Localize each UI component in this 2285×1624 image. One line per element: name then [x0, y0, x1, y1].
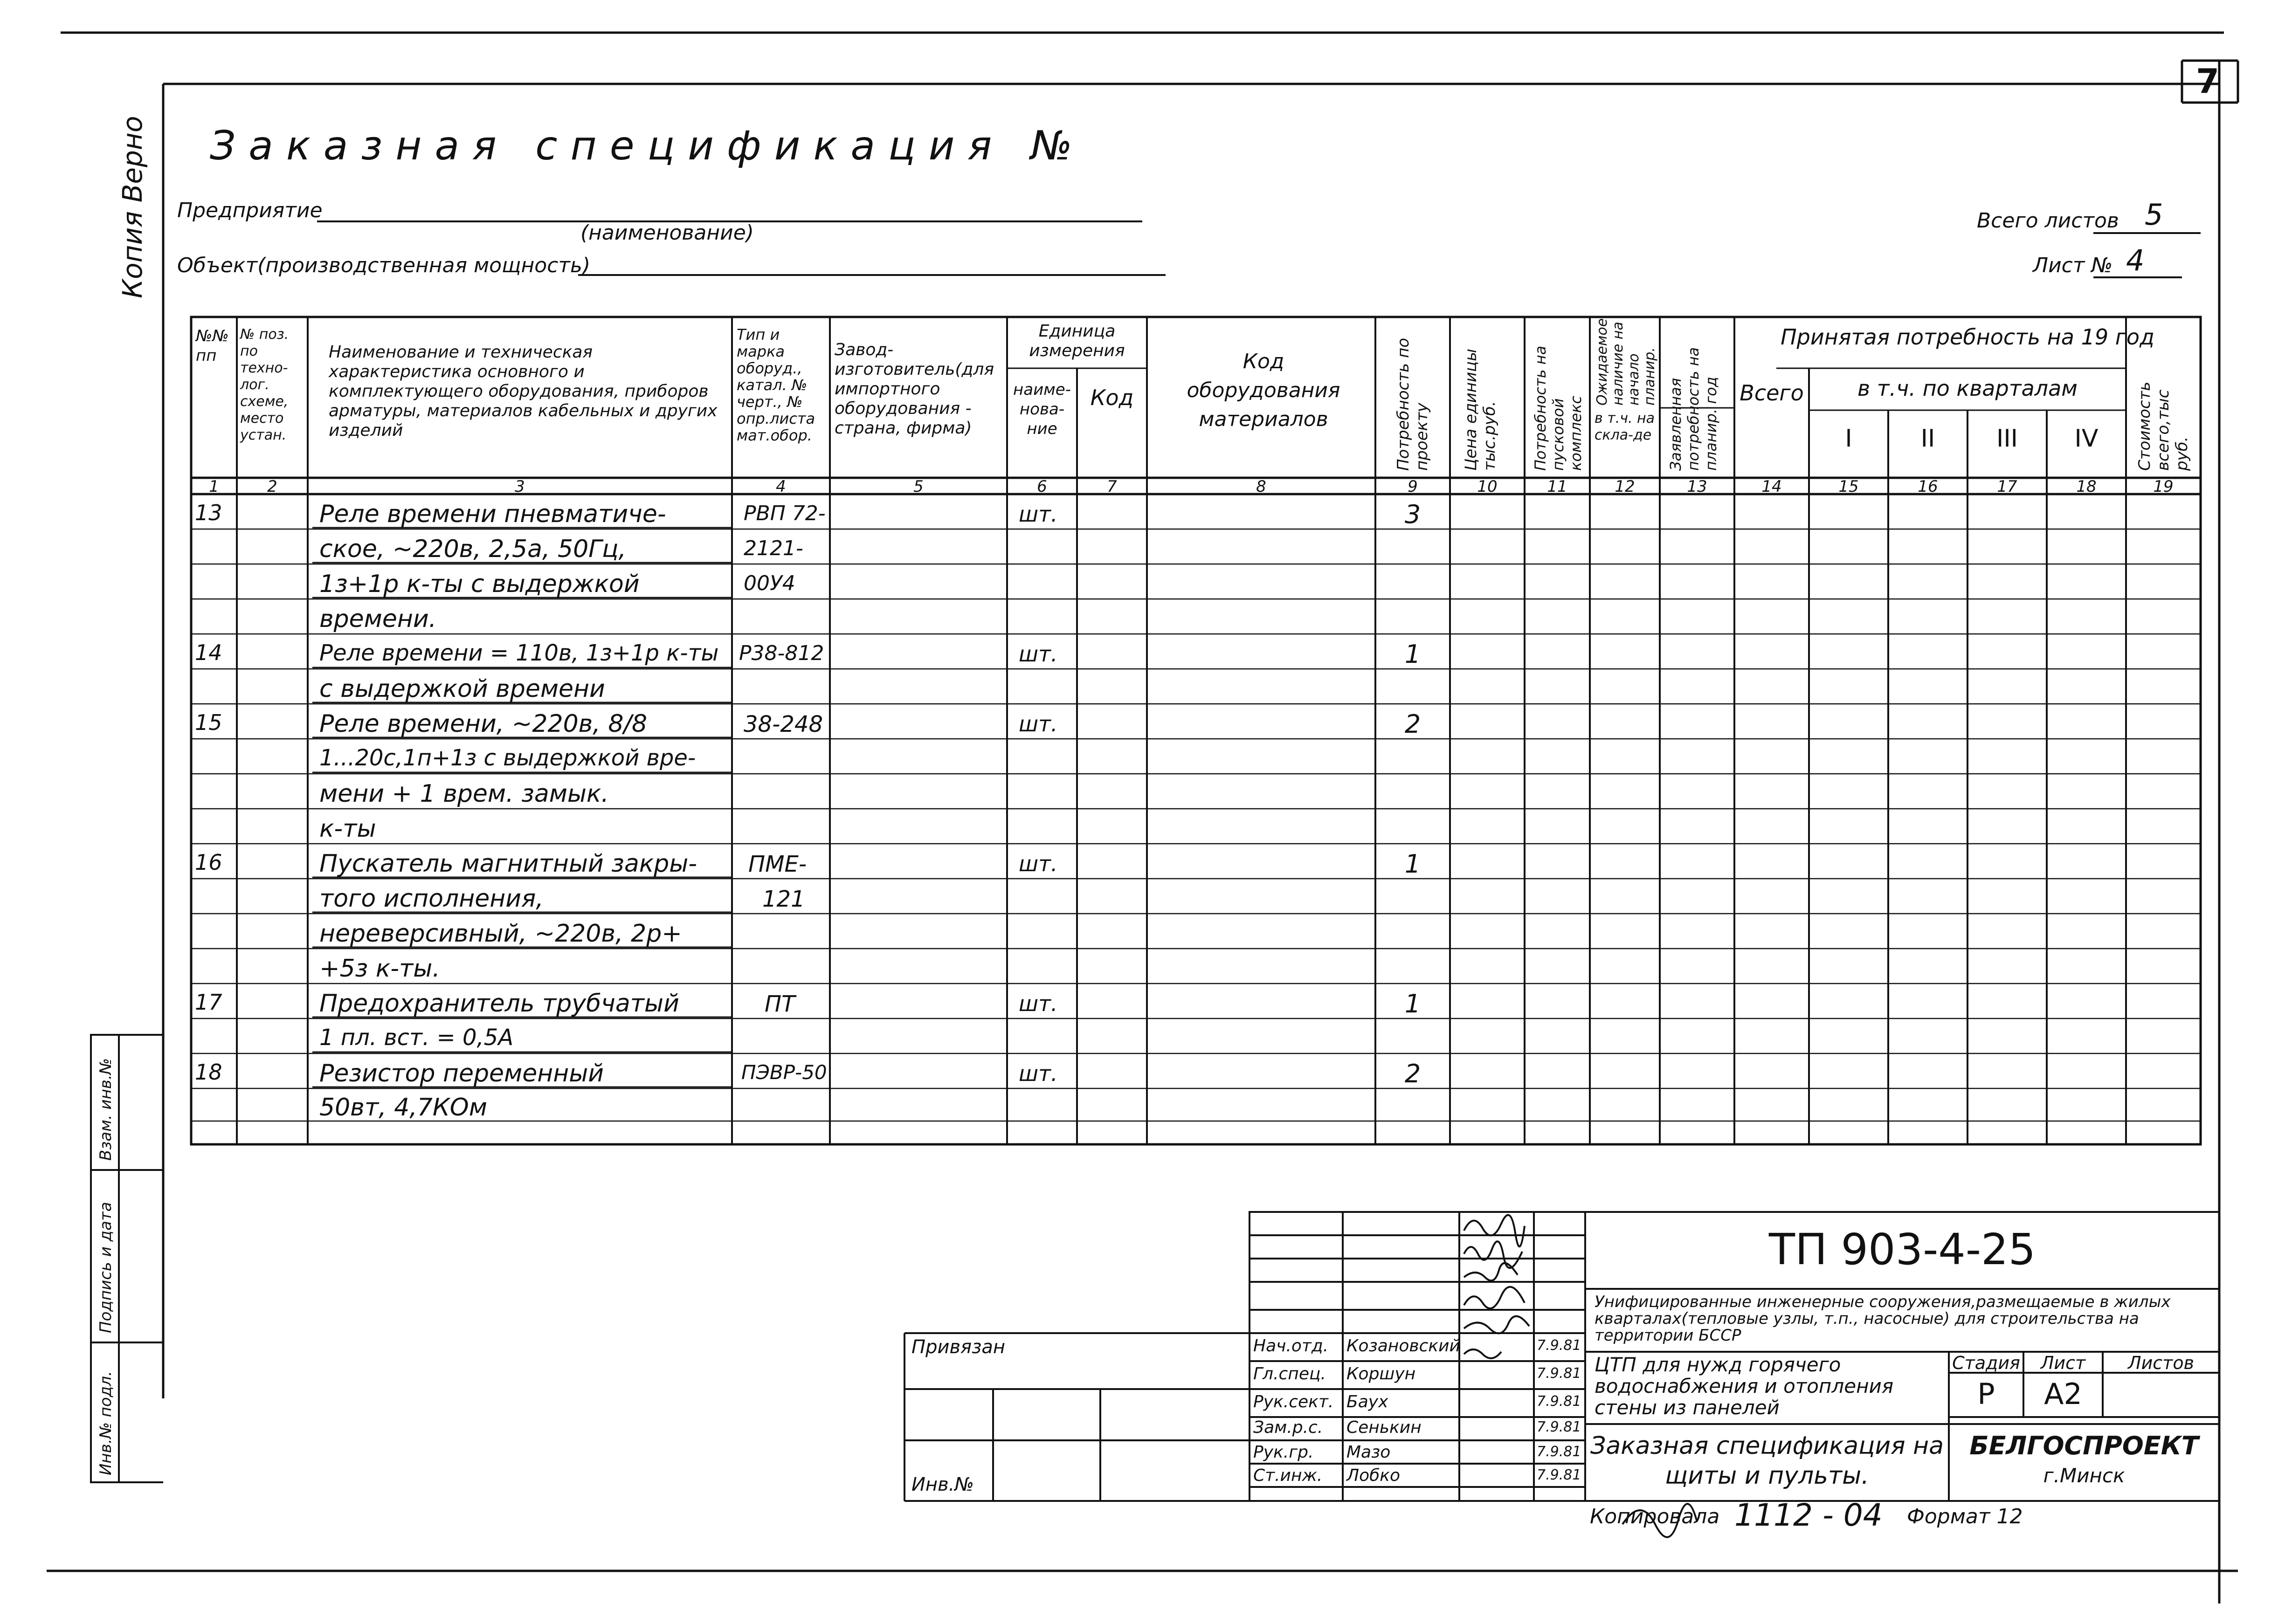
col-num: 1 — [209, 477, 219, 496]
col-header-13: Заявленная потребность на планир. год — [1667, 347, 1720, 471]
item-unit: шт. — [1019, 502, 1058, 527]
organization-name: БЕЛГОСПРОЕКТ — [1969, 1431, 2199, 1460]
signature-name: Лобко — [1346, 1466, 1401, 1485]
quarters-group-header: в т.ч. по кварталам — [1857, 376, 2078, 401]
col-header-7: Код — [1090, 385, 1134, 410]
inv-label: Инв.№ — [911, 1474, 974, 1495]
item-unit: шт. — [1019, 1061, 1058, 1086]
expected-group-header: Ожидаемое наличие на начало планир. — [1594, 318, 1658, 406]
item-quantity: 3 — [1404, 500, 1421, 529]
item-unit: шт. — [1019, 851, 1058, 876]
col-header-16: II — [1920, 425, 1935, 453]
col-header-11: Потребность на пусковой комплекс — [1532, 345, 1585, 471]
sheet-value: А2 — [2044, 1377, 2082, 1411]
col-num: 19 — [2153, 477, 2174, 496]
item-description-line: 1 пл. вст. = 0,5А — [319, 1025, 514, 1051]
signature-date: 7.9.81 — [1537, 1467, 1581, 1483]
col-header-9: Потребность по проекту — [1394, 337, 1431, 471]
item-description-line: +5з к-ты. — [319, 955, 440, 983]
item-type: 121 — [762, 886, 805, 912]
signature-role: Гл.спец. — [1253, 1364, 1326, 1383]
col-header-12: в т.ч. на скла-де — [1595, 410, 1655, 443]
object-label: Объект(производственная мощность) — [177, 254, 591, 277]
signature-name: Мазо — [1346, 1443, 1391, 1462]
col-header-6: наиме-нова-ние — [1013, 380, 1071, 438]
signature-role: Зам.р.с. — [1253, 1418, 1323, 1437]
col-num: 14 — [1761, 477, 1782, 496]
enterprise-label: Предприятие — [177, 199, 323, 222]
signature-role: Рук.гр. — [1253, 1443, 1314, 1462]
col-num: 2 — [267, 477, 277, 496]
stage-label: Стадия — [1952, 1353, 2020, 1373]
col-num: 9 — [1408, 477, 1418, 496]
sheet-no-value: 4 — [2126, 243, 2145, 277]
inv-dup-label: Взам. инв.№ — [97, 1058, 115, 1161]
col-header-5: Завод-изготовитель(для импортного оборудования - страна, фирма) — [835, 340, 994, 438]
item-quantity: 2 — [1404, 709, 1421, 739]
signature-name: Козановский — [1346, 1336, 1460, 1356]
col-header-15: I — [1845, 425, 1852, 453]
item-quantity: 1 — [1404, 989, 1421, 1018]
row-number: 14 — [195, 640, 222, 665]
item-description-line: мени + 1 врем. замык. — [319, 780, 609, 808]
col-header-3: Наименование и техническая характеристика основного и комплектующего оборудования, приборов арматуры, материалов кабельных и других изделий — [329, 343, 718, 440]
sign-date-label: Подпись и дата — [97, 1202, 115, 1333]
row-number: 13 — [195, 500, 222, 525]
item-description-line: Пускатель магнитный закры- — [319, 850, 697, 878]
item-quantity: 2 — [1404, 1059, 1421, 1088]
copy-verified-stamp: Копия Верно — [117, 116, 148, 298]
item-type: Р38-812 — [739, 641, 824, 665]
col-num: 8 — [1256, 477, 1266, 496]
item-description-line: Резистор переменный — [319, 1060, 604, 1087]
signature-role: Рук.сект. — [1253, 1392, 1334, 1411]
item-description-line: Предохранитель трубчатый — [319, 990, 679, 1018]
signature-name: Сенькин — [1346, 1418, 1422, 1437]
sheet-label: Лист — [2040, 1353, 2086, 1373]
signature-name: Баух — [1346, 1392, 1388, 1411]
item-description-line: того исполнения, — [319, 885, 544, 913]
item-description-line: к-ты — [319, 815, 376, 843]
col-num: 4 — [776, 477, 786, 496]
item-description-line: ское, ~220в, 2,5а, 50Гц, — [319, 535, 627, 563]
item-description-line: с выдержкой времени — [319, 675, 605, 703]
col-num: 18 — [2076, 477, 2097, 496]
signature-date: 7.9.81 — [1537, 1419, 1581, 1435]
sheet-no-label: Лист № — [2033, 254, 2113, 277]
format-label: Формат 12 — [1907, 1505, 2023, 1528]
item-unit: шт. — [1019, 991, 1058, 1016]
col-header-14: Всего — [1740, 380, 1804, 406]
item-unit: шт. — [1019, 711, 1058, 736]
col-header-8: Код оборудования материалов — [1187, 350, 1340, 431]
item-description-line: 1з+1р к-ты с выдержкой — [319, 570, 640, 598]
total-sheets-value: 5 — [2145, 198, 2163, 232]
item-type: РВП 72- — [744, 502, 826, 525]
item-type: ПТ — [765, 991, 795, 1017]
stage-value: Р — [1977, 1377, 1995, 1411]
organization-city: г.Минск — [2043, 1464, 2125, 1487]
col-num: 7 — [1107, 477, 1117, 496]
page-title: Заказная спецификация № — [210, 123, 1086, 169]
copy-number: 1112 - 04 — [1734, 1497, 1883, 1533]
col-header-4: Тип и марка оборуд., катал. № черт., № опр.листа мат.обор. — [737, 326, 815, 444]
col-num: 5 — [913, 477, 924, 496]
item-unit: шт. — [1019, 641, 1058, 667]
item-quantity: 1 — [1404, 849, 1421, 879]
item-description-line: 1...20с,1п+1з с выдержкой вре- — [319, 745, 696, 771]
item-type: ПЭВР-50 — [741, 1061, 827, 1084]
col-header-17: III — [1996, 425, 2018, 453]
row-number: 17 — [195, 990, 222, 1015]
col-num: 6 — [1037, 477, 1047, 496]
col-num: 15 — [1838, 477, 1859, 496]
signature-name: Коршун — [1346, 1364, 1416, 1383]
sheet-title: Заказная спецификация на щиты и пульты. — [1590, 1432, 1944, 1490]
signature-date: 7.9.81 — [1537, 1393, 1581, 1410]
col-num: 10 — [1477, 477, 1498, 496]
col-header-18: IV — [2074, 425, 2099, 453]
item-type: ПМЕ- — [748, 851, 807, 877]
object-description: ЦТП для нужд горячего водоснабжения и отопления стены из панелей — [1595, 1353, 1894, 1419]
item-description-line: Реле времени = 110в, 1з+1р к-ты — [319, 640, 719, 666]
item-type: 38-248 — [744, 711, 823, 737]
total-sheets-label: Всего листов — [1977, 209, 2119, 233]
signature-role: Ст.инж. — [1253, 1466, 1323, 1485]
row-number: 15 — [195, 710, 222, 735]
col-header-19: Стоимость всего,тыс руб. — [2135, 381, 2191, 471]
row-number: 18 — [195, 1060, 222, 1085]
item-type: 00У4 — [744, 571, 795, 595]
col-header-2: № поз. по техно-лог. схеме, место устан. — [240, 326, 289, 443]
item-description-line: времени. — [319, 605, 437, 633]
item-description-line: 50вт, 4,7КОм — [319, 1094, 487, 1122]
project-description: Унифицированные инженерные сооружения,размещаемые в жилых кварталах(тепловые узлы, т.п., насосные) для строительства на территории БССР — [1595, 1293, 2171, 1345]
item-description-line: нереверсивный, ~220в, 2р+ — [319, 920, 682, 948]
signature-date: 7.9.81 — [1537, 1337, 1581, 1354]
unit-group-header: Единица измерения — [1029, 322, 1125, 360]
col-num: 16 — [1918, 477, 1938, 496]
col-num: 13 — [1687, 477, 1707, 496]
col-num: 12 — [1615, 477, 1635, 496]
accepted-group-header: Принятая потребность на 19 год — [1781, 324, 2154, 350]
item-quantity: 1 — [1404, 640, 1421, 669]
enterprise-hint: (наименование) — [580, 221, 754, 245]
linked-label: Привязан — [911, 1336, 1006, 1358]
inv-orig-label: Инв.№ подл. — [97, 1371, 115, 1475]
project-code: ТП 903-4-25 — [1768, 1225, 2036, 1274]
item-type: 2121- — [744, 537, 803, 560]
row-number: 16 — [195, 850, 222, 875]
signature-date: 7.9.81 — [1537, 1444, 1581, 1460]
copied-label: Копировала — [1590, 1505, 1720, 1528]
col-num: 17 — [1997, 477, 2017, 496]
signature-role: Нач.отд. — [1253, 1336, 1329, 1356]
col-num: 11 — [1547, 477, 1567, 496]
col-num: 3 — [515, 477, 525, 496]
sheets-label: Листов — [2128, 1353, 2194, 1373]
sheet-number: 7 — [2196, 62, 2220, 101]
col-header-1: №№ пп — [196, 327, 229, 365]
signature-date: 7.9.81 — [1537, 1365, 1581, 1382]
col-header-10: Цена единицы тыс.руб. — [1462, 348, 1499, 471]
item-description-line: Реле времени пневматиче- — [319, 500, 666, 528]
item-description-line: Реле времени, ~220в, 8/8 — [319, 710, 648, 738]
